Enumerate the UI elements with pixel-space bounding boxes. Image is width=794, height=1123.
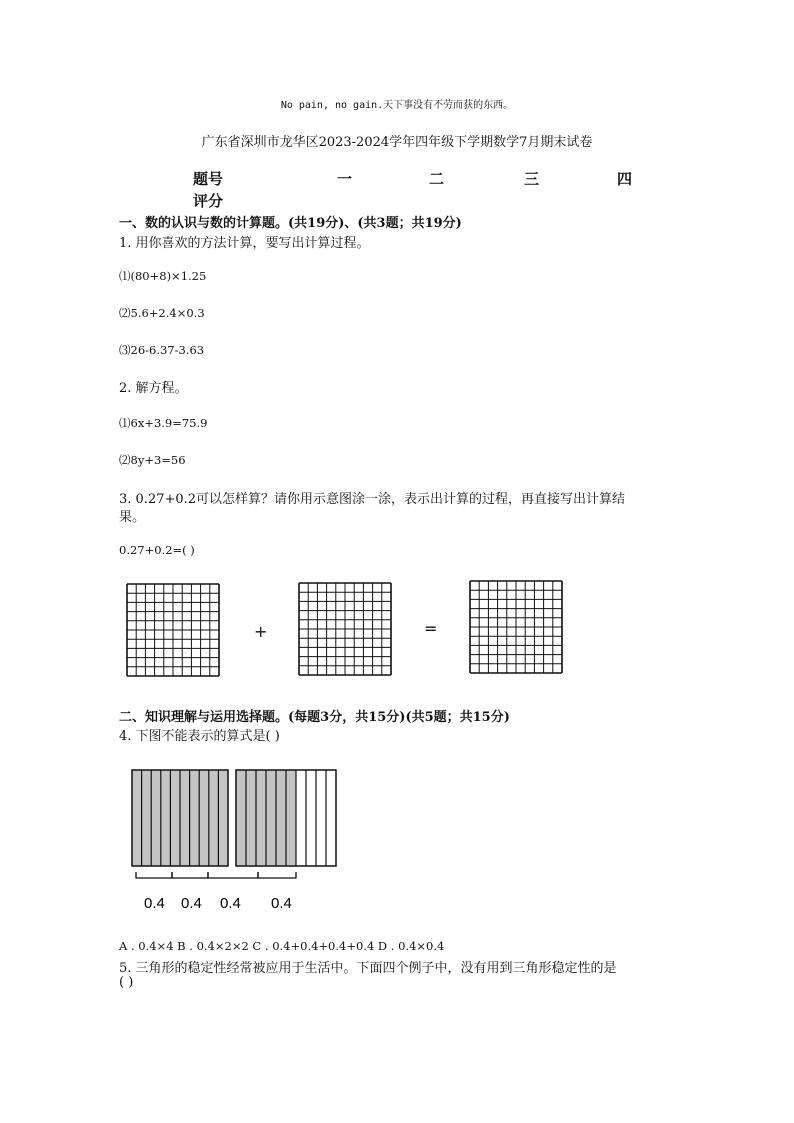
brace-label-3: 0.4 bbox=[220, 895, 241, 912]
section2-heading: 二、知识理解与运用选择题。(每题3分，共15分)(共5题；共15分) bbox=[119, 710, 510, 725]
q3-stem-line1: 3. 0.27+0.2可以怎样算？请你用示意图涂一涂，表示出计算的过程，再直接写出计算结 bbox=[119, 492, 626, 507]
q2-item-2: ⑵8y+3=56 bbox=[119, 453, 186, 467]
score-row-label-number: 题号 bbox=[193, 170, 224, 188]
brace-4 bbox=[258, 872, 296, 878]
q4-stem: 4. 下图不能表示的算式是( ) bbox=[119, 729, 280, 744]
q5-stem-line2: ( ) bbox=[119, 975, 134, 990]
q1-item-1: ⑴(80+8)×1.25 bbox=[119, 269, 207, 283]
brace-2 bbox=[172, 872, 208, 878]
score-col-4: 四 bbox=[617, 170, 633, 188]
brace-label-2: 0.4 bbox=[181, 895, 202, 912]
score-col-1: 一 bbox=[337, 170, 353, 188]
q2-item-1: ⑴6x+3.9=75.9 bbox=[119, 416, 208, 430]
q3-stem-line2: 果。 bbox=[119, 510, 146, 525]
brace-label-4: 0.4 bbox=[271, 895, 292, 912]
q1-stem: 1. 用你喜欢的方法计算，要写出计算过程。 bbox=[119, 236, 370, 251]
q1-item-2: ⑵5.6+2.4×0.3 bbox=[119, 306, 205, 320]
score-row-label-score: 评分 bbox=[193, 192, 224, 210]
exam-title: 广东省深圳市龙华区2023-2024学年四年级下学期数学7月期末试卷 bbox=[201, 135, 593, 150]
decimal-strip-figure bbox=[128, 766, 340, 914]
score-col-3: 三 bbox=[524, 170, 540, 188]
equals-sign: = bbox=[424, 619, 438, 638]
header-motto: No pain, no gain.天下事没有不劳而获的东西。 bbox=[280, 100, 514, 111]
hundred-grid-2 bbox=[298, 582, 392, 676]
hundred-grid-1 bbox=[126, 583, 220, 677]
q3-answer-blank: 0.27+0.2=( ) bbox=[119, 543, 195, 557]
q5-stem-line1: 5. 三角形的稳定性经常被应用于生活中。下面四个例子中，没有用到三角形稳定性的是 bbox=[119, 961, 617, 976]
q2-stem: 2. 解方程。 bbox=[119, 381, 188, 396]
brace-3 bbox=[208, 872, 258, 878]
q4-options: A . 0.4×4 B . 0.4×2×2 C . 0.4+0.4+0.4+0.4 D . 0.4×0.4 bbox=[119, 939, 445, 953]
score-col-2: 二 bbox=[429, 170, 445, 188]
hundred-grid-3 bbox=[469, 580, 563, 674]
plus-sign: + bbox=[254, 622, 268, 641]
q1-item-3: ⑶26-6.37-3.63 bbox=[119, 343, 205, 357]
section1-heading: 一、数的认识与数的计算题。(共19分)、(共3题；共19分) bbox=[119, 216, 462, 231]
brace-label-1: 0.4 bbox=[144, 895, 165, 912]
brace-1 bbox=[136, 872, 172, 878]
